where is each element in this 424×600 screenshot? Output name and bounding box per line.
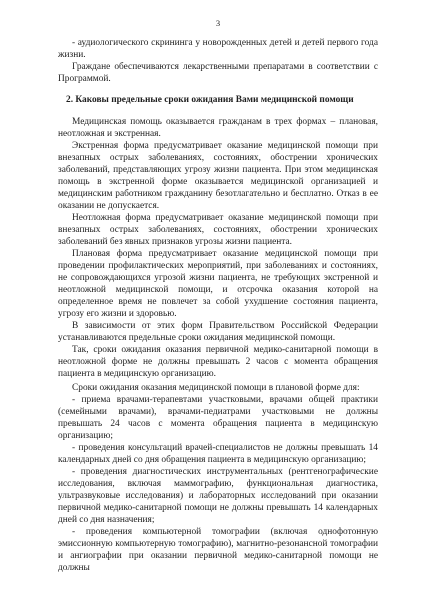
section-heading: 2. Каковы предельные сроки ожидания Вами медицинской помощи bbox=[66, 95, 354, 105]
paragraph-urgent-terms: Так, сроки ожидания оказания первичной медико-санитарной помощи в неотложной форме не должны превышать 2 часов с момента обращения пациента в медицинскую организацию. bbox=[58, 345, 378, 379]
page-number: 3 bbox=[215, 18, 221, 28]
paragraph-forms: Медицинская помощь оказывается гражданам в трех формах – плановая, неотложная и экстренная. bbox=[58, 117, 378, 139]
top-paragraph-1: - аудиологического скрининга у новорожденных детей и детей первого года жизни. bbox=[58, 38, 378, 60]
list-item-consultations: - проведения консультаций врачей-специалистов не должны превышать 14 календарных дней со дня обращения пациента в медицинскую организацию; bbox=[58, 443, 378, 465]
paragraph-urgent: Неотложная форма предусматривает оказание медицинской помощи при внезапных острых заболеваниях, состояниях, обострении хронических заболеваний без явных признаков угрозы жизни пациента. bbox=[58, 213, 378, 247]
paragraph-planned-terms: Сроки ожидания оказания медицинской помощи в плановой форме для: bbox=[72, 383, 360, 393]
list-item-therapists: - приема врачами-терапевтами участковыми, врачами общей практики (семейными врачами), врачами-педиатрами участковыми не должны превышать 24 часов с момента обращения пациента в медицинскую организацию; bbox=[58, 395, 378, 441]
top-paragraph-2: Граждане обеспечиваются лекарственными препаратами в соответствии с Программой. bbox=[58, 62, 378, 84]
list-item-diagnostics: - проведения диагностических инструментальных (рентгенографические исследования, включая маммографию, функциональная диагностика, ультразвуковые исследования) и лабораторных исследований при оказании первичной медико-санитарной помощи не должны превышать 14 календарных дней со дня назначения; bbox=[58, 467, 378, 525]
paragraph-government: В зависимости от этих форм Правительством Российской Федерации устанавливаются предельные сроки ожидания медицинской помощи. bbox=[58, 321, 378, 343]
list-item-tomography: - проведения компьютерной томографии (включая однофотонную эмиссионную компьютерную томографию), магнитно-резонансной томографии и ангиографии при оказании первичной медико-санитарной помощи не должны bbox=[58, 527, 378, 573]
paragraph-emergency: Экстренная форма предусматривает оказание медицинской помощи при внезапных острых заболеваниях, состояниях, обострении хронических заболеваний, представляющих угрозу жизни пациента. При этом медицинская помощь в экстренной форме оказывается медицинской организацией и медицинским работником гражданину безотлагательно и бесплатно. Отказ в ее оказании не допускается. bbox=[58, 141, 378, 211]
paragraph-planned: Плановая форма предусматривает оказание медицинской помощи при проведении профилактических мероприятий, при заболеваниях и состояниях, не сопровождающихся угрозой жизни пациента, не требующих экстренной и неотложной медицинской помощи, и отсрочка оказания которой на определенное время не повлечет за собой ухудшение состояния пациента, угрозу его жизни и здоровью. bbox=[58, 249, 378, 319]
